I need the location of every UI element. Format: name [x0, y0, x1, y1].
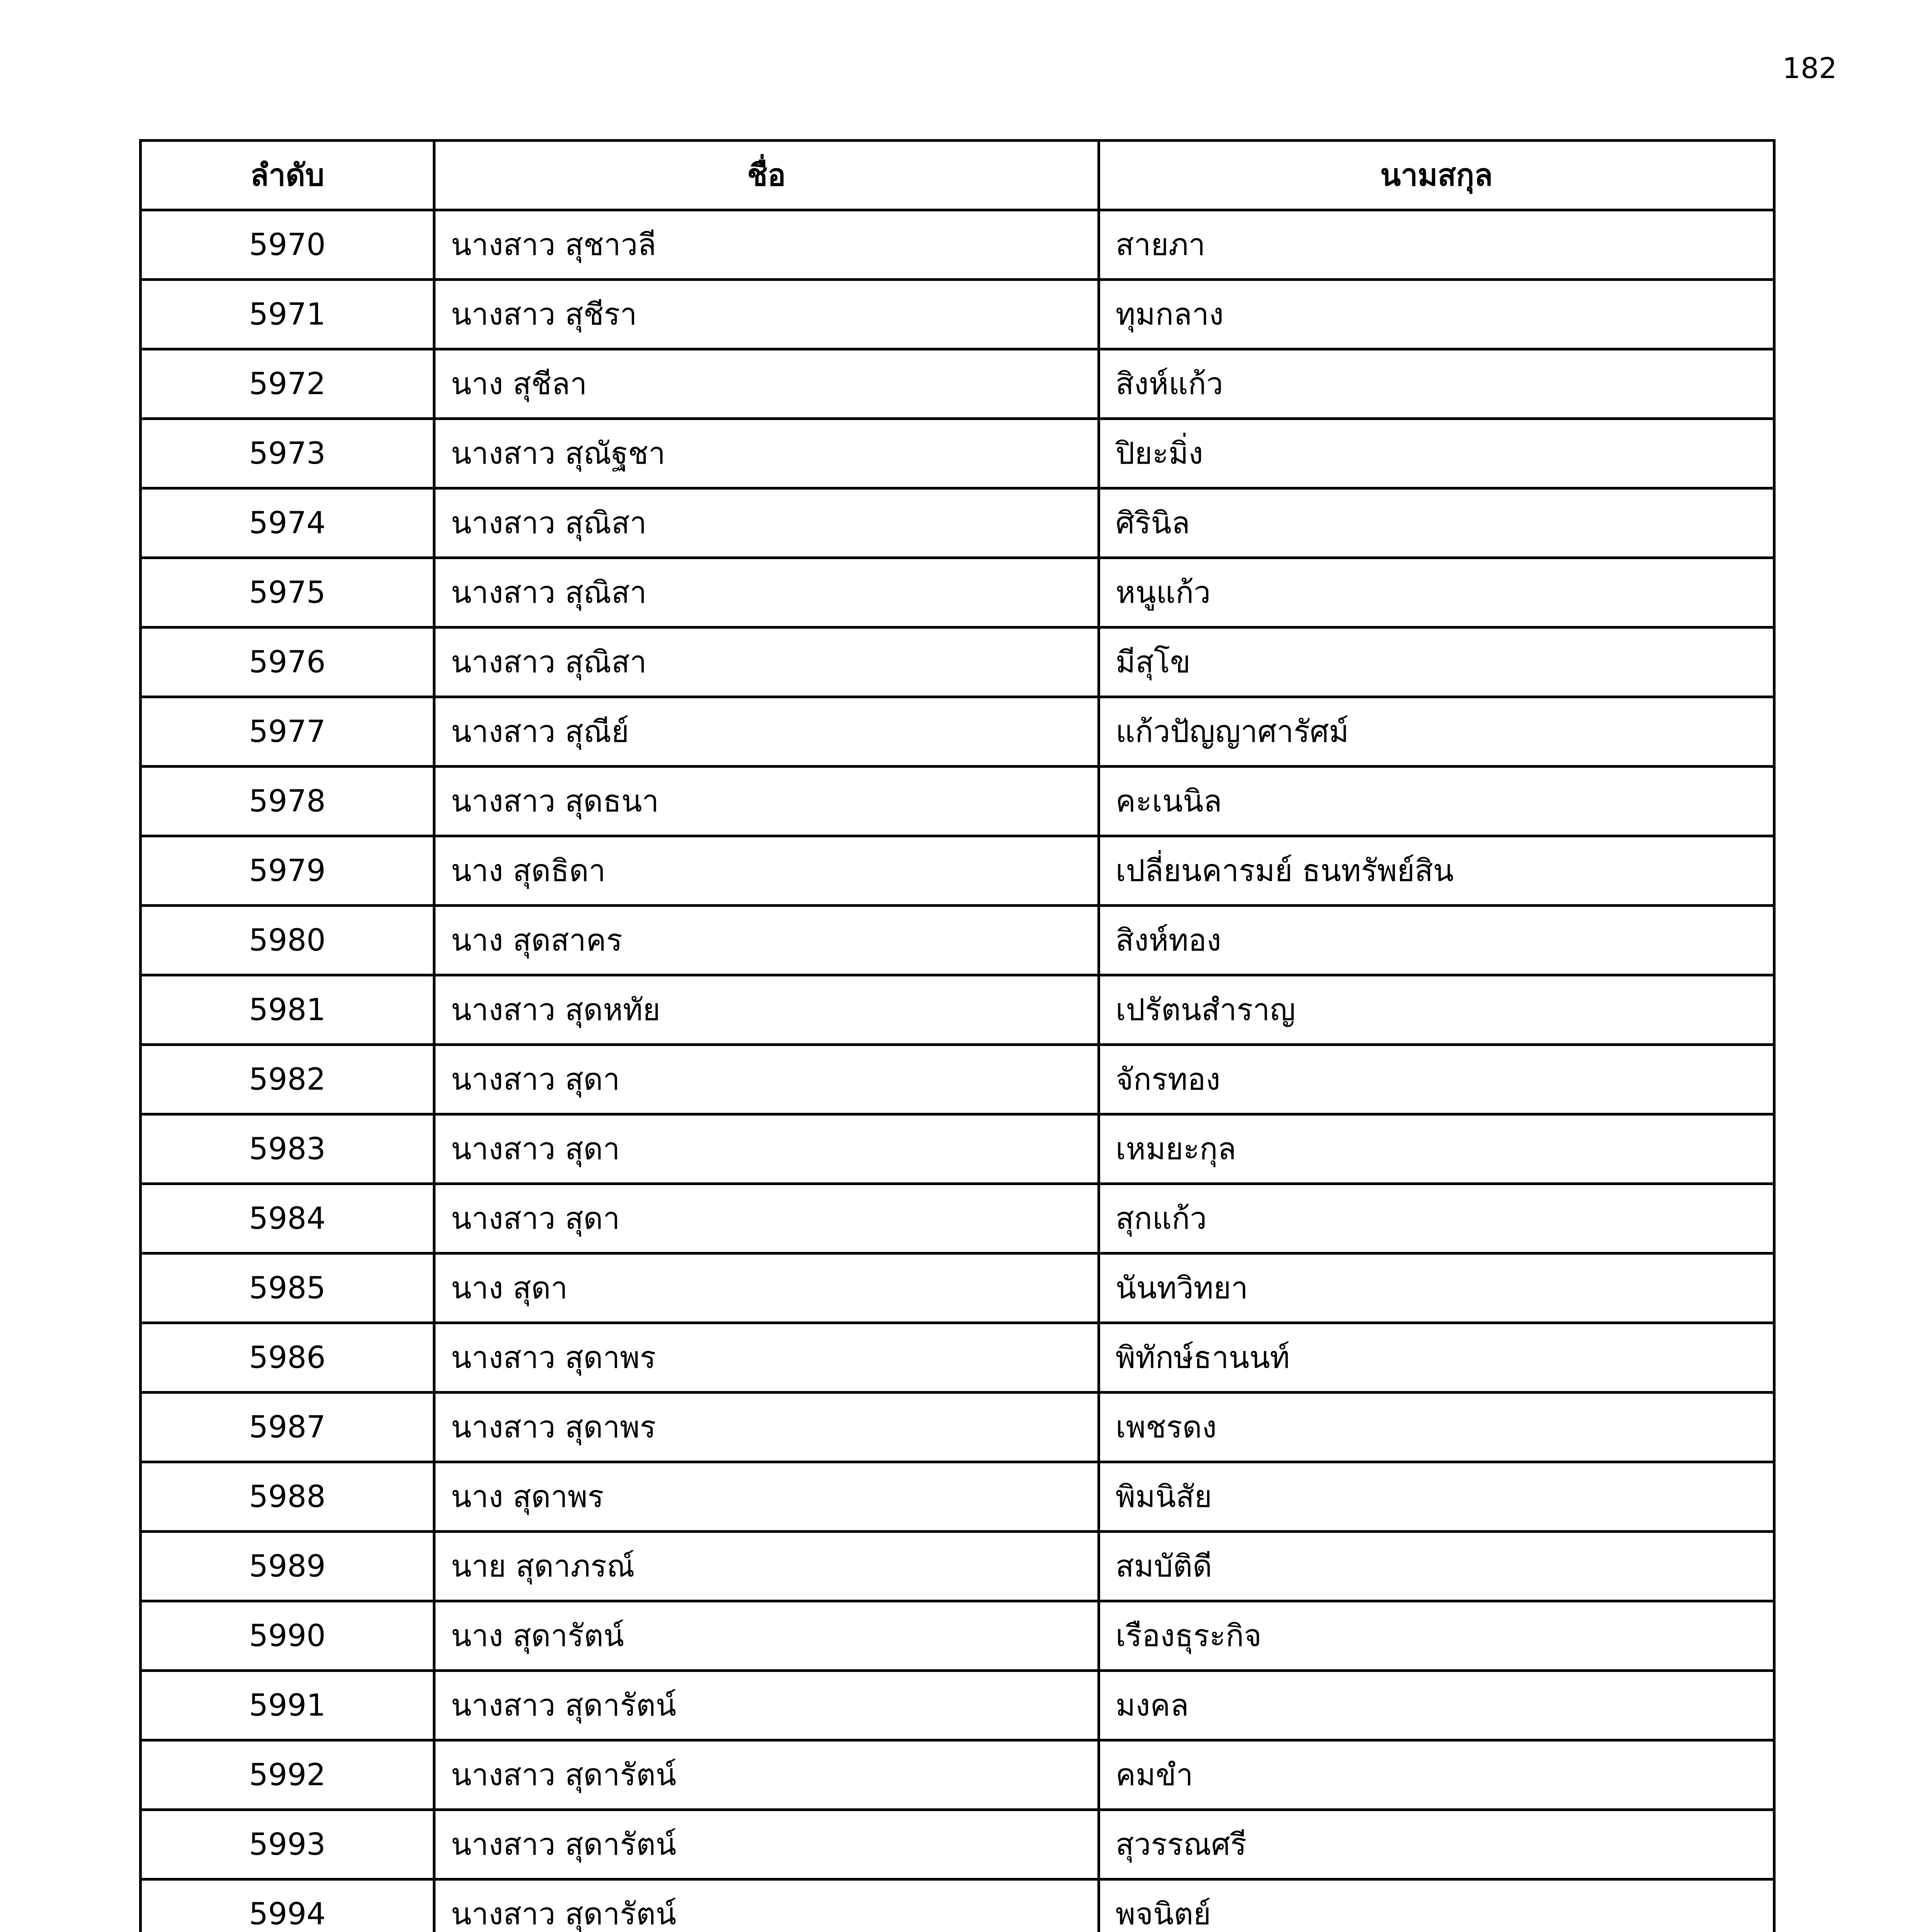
- cell-sequence: 5989: [141, 1532, 434, 1601]
- cell-sequence: 5991: [141, 1671, 434, 1740]
- cell-last-name: คมขำ: [1099, 1740, 1774, 1810]
- cell-first-name: นางสาว สุดาพร: [434, 1393, 1099, 1462]
- cell-last-name: ทุมกลาง: [1099, 280, 1774, 349]
- cell-last-name: สิงห์ทอง: [1099, 906, 1774, 975]
- cell-last-name: คะเนนิล: [1099, 767, 1774, 836]
- cell-first-name: นางสาว สุชีรา: [434, 280, 1099, 349]
- cell-last-name: มีสุโข: [1099, 628, 1774, 697]
- cell-sequence: 5971: [141, 280, 434, 349]
- header-last-name: นามสกุล: [1099, 141, 1774, 210]
- table-row: [141, 1393, 1774, 1462]
- cell-first-name: นางสาว สุดธนา: [434, 767, 1099, 836]
- cell-sequence: 5973: [141, 419, 434, 488]
- cell-last-name: สายภา: [1099, 210, 1774, 280]
- cell-sequence: 5978: [141, 767, 434, 836]
- cell-sequence: 5976: [141, 628, 434, 697]
- cell-first-name: นาง สุดา: [434, 1253, 1099, 1323]
- cell-first-name: นางสาว สุดหทัย: [434, 975, 1099, 1045]
- cell-last-name: สุวรรณศรี: [1099, 1810, 1774, 1879]
- cell-last-name: สิงห์แก้ว: [1099, 349, 1774, 419]
- header-first-name: ชื่อ: [434, 141, 1099, 210]
- table-row: [141, 349, 1774, 419]
- cell-first-name: นางสาว สุดา: [434, 1045, 1099, 1114]
- table-row: [141, 1532, 1774, 1601]
- cell-last-name: เปรัตนสำราญ: [1099, 975, 1774, 1045]
- cell-last-name: เรืองธุระกิจ: [1099, 1601, 1774, 1671]
- table-row: [141, 1114, 1774, 1184]
- table-row: [141, 1462, 1774, 1532]
- table-row: [141, 836, 1774, 906]
- cell-last-name: จักรทอง: [1099, 1045, 1774, 1114]
- cell-first-name: นางสาว สุดา: [434, 1114, 1099, 1184]
- cell-first-name: นางสาว สุดารัตน์: [434, 1810, 1099, 1879]
- cell-sequence: 5981: [141, 975, 434, 1045]
- header-sequence: ลำดับ: [141, 141, 434, 210]
- table-body: [141, 210, 1774, 1932]
- cell-sequence: 5994: [141, 1879, 434, 1932]
- cell-last-name: พิมนิสัย: [1099, 1462, 1774, 1532]
- table-row: [141, 1671, 1774, 1740]
- cell-first-name: นาย สุดาภรณ์: [434, 1532, 1099, 1601]
- table-row: [141, 280, 1774, 349]
- table-row: [141, 210, 1774, 280]
- cell-sequence: 5979: [141, 836, 434, 906]
- cell-last-name: แก้วปัญญาศารัศม์: [1099, 697, 1774, 767]
- table-row: [141, 767, 1774, 836]
- cell-sequence: 5977: [141, 697, 434, 767]
- cell-last-name: สมบัติดี: [1099, 1532, 1774, 1601]
- table-row: [141, 906, 1774, 975]
- cell-sequence: 5972: [141, 349, 434, 419]
- cell-last-name: นันทวิทยา: [1099, 1253, 1774, 1323]
- cell-first-name: นางสาว สุณิสา: [434, 628, 1099, 697]
- table-row: [141, 628, 1774, 697]
- name-list-table: [139, 139, 1776, 1932]
- cell-sequence: 5970: [141, 210, 434, 280]
- cell-sequence: 5980: [141, 906, 434, 975]
- cell-last-name: พจนิตย์: [1099, 1879, 1774, 1932]
- table-row: [141, 1740, 1774, 1810]
- table-row: [141, 1184, 1774, 1253]
- cell-last-name: หนูแก้ว: [1099, 558, 1774, 628]
- table-row: [141, 1045, 1774, 1114]
- cell-sequence: 5990: [141, 1601, 434, 1671]
- table-row: [141, 558, 1774, 628]
- cell-first-name: นางสาว สุณีย์: [434, 697, 1099, 767]
- cell-first-name: นางสาว สุณัฐชา: [434, 419, 1099, 488]
- table-row: [141, 488, 1774, 558]
- cell-first-name: นาง สุดาพร: [434, 1462, 1099, 1532]
- cell-sequence: 5984: [141, 1184, 434, 1253]
- cell-last-name: มงคล: [1099, 1671, 1774, 1740]
- cell-first-name: นาง สุดธิดา: [434, 836, 1099, 906]
- table-row: [141, 1810, 1774, 1879]
- cell-sequence: 5986: [141, 1323, 434, 1393]
- page-number: 182: [1782, 52, 1837, 85]
- cell-last-name: สุกแก้ว: [1099, 1184, 1774, 1253]
- cell-first-name: นาง สุดสาคร: [434, 906, 1099, 975]
- cell-last-name: ปิยะมิ่ง: [1099, 419, 1774, 488]
- table-row: [141, 1253, 1774, 1323]
- table-row: [141, 1323, 1774, 1393]
- cell-last-name: เปลี่ยนคารมย์ ธนทรัพย์สิน: [1099, 836, 1774, 906]
- table-row: [141, 1879, 1774, 1932]
- cell-first-name: นาง สุชีลา: [434, 349, 1099, 419]
- cell-sequence: 5993: [141, 1810, 434, 1879]
- cell-first-name: นางสาว สุชาวลี: [434, 210, 1099, 280]
- cell-first-name: นางสาว สุณิสา: [434, 558, 1099, 628]
- cell-sequence: 5992: [141, 1740, 434, 1810]
- table-header-row: [141, 141, 1774, 210]
- cell-last-name: เหมยะกุล: [1099, 1114, 1774, 1184]
- table-row: [141, 697, 1774, 767]
- cell-last-name: ศิรินิล: [1099, 488, 1774, 558]
- cell-sequence: 5983: [141, 1114, 434, 1184]
- cell-last-name: พิทักษ์ธานนท์: [1099, 1323, 1774, 1393]
- cell-first-name: นางสาว สุดา: [434, 1184, 1099, 1253]
- cell-sequence: 5987: [141, 1393, 434, 1462]
- cell-sequence: 5988: [141, 1462, 434, 1532]
- cell-first-name: นางสาว สุณิสา: [434, 488, 1099, 558]
- cell-first-name: นางสาว สุดารัตน์: [434, 1740, 1099, 1810]
- table-row: [141, 419, 1774, 488]
- cell-last-name: เพชรดง: [1099, 1393, 1774, 1462]
- table-row: [141, 975, 1774, 1045]
- cell-sequence: 5974: [141, 488, 434, 558]
- cell-sequence: 5985: [141, 1253, 434, 1323]
- cell-sequence: 5975: [141, 558, 434, 628]
- cell-sequence: 5982: [141, 1045, 434, 1114]
- cell-first-name: นางสาว สุดารัตน์: [434, 1671, 1099, 1740]
- cell-first-name: นางสาว สุดาพร: [434, 1323, 1099, 1393]
- cell-first-name: นาง สุดารัตน์: [434, 1601, 1099, 1671]
- table-row: [141, 1601, 1774, 1671]
- cell-first-name: นางสาว สุดารัตน์: [434, 1879, 1099, 1932]
